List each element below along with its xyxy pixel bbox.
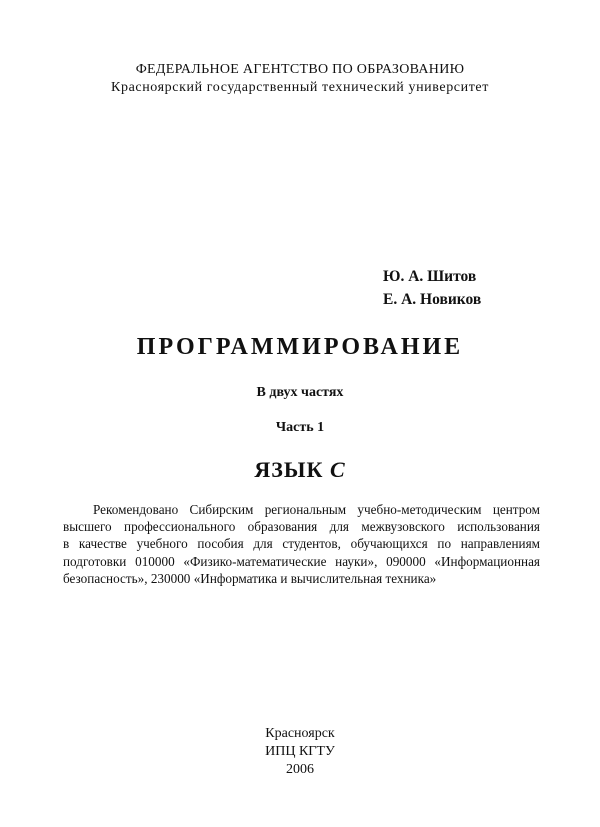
book-title: ПРОГРАММИРОВАНИЕ bbox=[136, 334, 464, 360]
imprint-block bbox=[0, 725, 600, 779]
author-name: Е. А. Новиков bbox=[383, 291, 482, 308]
agency-name: ФЕДЕРАЛЬНОЕ АГЕНТСТВО ПО ОБРАЗОВАНИЮ bbox=[135, 62, 465, 77]
recommendation-line: подготовки 010000 «Физико-математические науки», 090000 «Информационная bbox=[63, 553, 540, 569]
volume-title-letter: C bbox=[329, 457, 346, 482]
recommendation-paragraph bbox=[63, 501, 540, 587]
recommendation-line: высшего профессионального образования для межвузовского использования bbox=[63, 519, 540, 535]
imprint-city: Красноярск bbox=[265, 726, 335, 741]
volume-title bbox=[0, 457, 600, 483]
book-subtitle: В двух частях bbox=[256, 385, 344, 400]
part-number: Часть 1 bbox=[275, 420, 325, 435]
author-name: Ю. А. Шитов bbox=[383, 268, 477, 285]
imprint-year: 2006 bbox=[286, 762, 314, 777]
recommendation-line: Рекомендовано Сибирским региональным учебно-методическим центром bbox=[93, 502, 540, 517]
authors-block bbox=[383, 265, 481, 311]
imprint-publisher: ИПЦ КГТУ bbox=[265, 744, 335, 759]
volume-title-prefix: ЯЗЫК bbox=[254, 457, 324, 482]
university-name: Красноярский государственный технический университет bbox=[111, 80, 489, 95]
recommendation-line: безопасность», 230000 «Информатика и вычислительная техника» bbox=[63, 570, 437, 586]
recommendation-line: в качестве учебного пособия для студентов, обучающихся по направлениям bbox=[63, 536, 540, 552]
